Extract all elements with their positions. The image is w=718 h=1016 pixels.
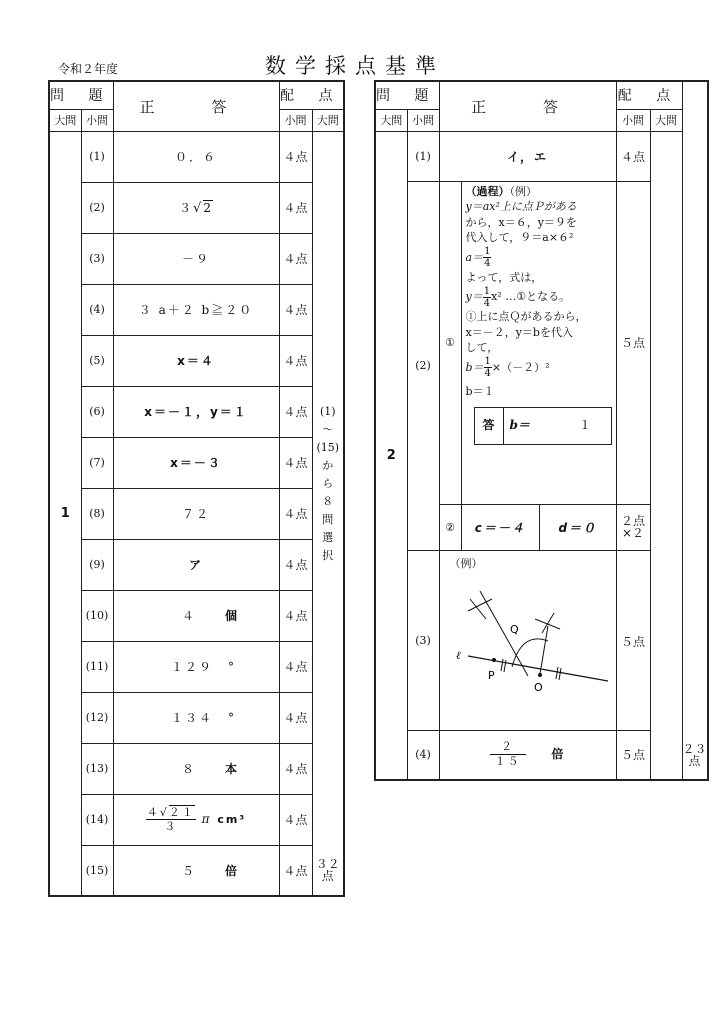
q1-ans-4: ３ a＋２ b≧２０ bbox=[113, 284, 279, 335]
proc-y-rest: x² …①となる。 bbox=[491, 290, 571, 304]
sel-3: か bbox=[322, 459, 334, 472]
q1-ans-6: x＝－１，y＝１ bbox=[113, 386, 279, 437]
q1-pt-11: ４点 bbox=[279, 641, 312, 692]
q1-sub-9: (9) bbox=[81, 539, 113, 590]
sel-4: ら bbox=[322, 477, 334, 490]
q1-total bbox=[312, 845, 344, 896]
q1-ans-14-pi: π bbox=[201, 812, 212, 826]
q2-ans-4-unit: 倍 bbox=[551, 747, 566, 762]
q2-col-mondai: 問 題 bbox=[375, 81, 439, 109]
proc-y-eq: y＝ bbox=[465, 290, 483, 304]
q1-ans-11-val: １２９ bbox=[170, 660, 213, 674]
label-p: P bbox=[487, 668, 495, 682]
point-p bbox=[492, 658, 496, 662]
q2-pt-4: ５点 bbox=[616, 730, 650, 780]
q2-col-haiten: 配 点 bbox=[616, 81, 682, 109]
q2-total-top bbox=[650, 131, 682, 780]
q1-total-unit: 点 bbox=[321, 869, 334, 883]
q2-ans-4 bbox=[439, 730, 616, 780]
col-haiten: 配 点 bbox=[279, 81, 344, 109]
q2-sub-1: (1) bbox=[407, 131, 439, 181]
q1-pt-15: ４点 bbox=[279, 845, 312, 896]
q1-sub-6: (6) bbox=[81, 386, 113, 437]
q1-pt-2: ４点 bbox=[279, 182, 312, 233]
q2-mark-i: ① bbox=[439, 181, 461, 504]
q1-ans-12 bbox=[113, 692, 279, 743]
col-mondai: 問 題 bbox=[49, 81, 113, 109]
col-seitou: 正 答 bbox=[113, 81, 279, 131]
q1-ans-14-num: ４√２１ bbox=[146, 806, 195, 819]
proc-line-1: から，x＝６，y＝９を bbox=[465, 215, 577, 229]
q2-table bbox=[374, 80, 709, 781]
q2-ans-4-frac bbox=[490, 740, 526, 769]
proc-frac-y bbox=[483, 286, 491, 309]
frac-b-den: 4 bbox=[484, 368, 491, 379]
page-title: 数学採点基準 bbox=[265, 54, 445, 78]
proc-frac-b bbox=[484, 356, 492, 379]
proc-line-3 bbox=[466, 246, 612, 270]
q1-ans-3: －９ bbox=[113, 233, 279, 284]
q1-ans-15-unit: 倍 bbox=[224, 863, 239, 878]
q1-sub-1: (1) bbox=[81, 131, 113, 182]
q1-ans-14 bbox=[113, 794, 279, 845]
answer-value: １ bbox=[578, 418, 591, 433]
tick-4 bbox=[559, 668, 561, 680]
tick-1 bbox=[501, 659, 503, 671]
q1-ans-9: ア bbox=[113, 539, 279, 590]
frac-a-den: 4 bbox=[484, 258, 491, 269]
q1-ans-12-unit: ° bbox=[228, 711, 236, 725]
q1-sub-7: (7) bbox=[81, 437, 113, 488]
q1-ans-14-frac bbox=[146, 806, 196, 833]
q1-pt-8: ４点 bbox=[279, 488, 312, 539]
proc-line-8: x＝－２，y＝bを代入 bbox=[465, 325, 573, 339]
frac-y-num: 1 bbox=[483, 285, 491, 297]
answer-label: 答 bbox=[482, 418, 495, 433]
answer-box bbox=[474, 407, 612, 445]
label-l: ℓ bbox=[455, 648, 461, 662]
label-q: Q bbox=[509, 622, 519, 636]
q1-ans-15 bbox=[113, 845, 279, 896]
bisector-line bbox=[480, 591, 528, 676]
construction-figure bbox=[440, 571, 608, 721]
tick-3 bbox=[556, 667, 558, 679]
proc-line-2: 代入して，９＝a×６² bbox=[465, 231, 574, 244]
q1-ans-10 bbox=[113, 590, 279, 641]
sel-8: 択 bbox=[322, 549, 334, 562]
perp-line bbox=[540, 626, 548, 674]
q2-ans-1: イ，エ bbox=[439, 131, 616, 181]
proc-frac-a bbox=[483, 246, 491, 269]
frac-a-num: 1 bbox=[484, 246, 491, 257]
proc-line-7: ①上に点Ｑがあるから， bbox=[465, 310, 587, 323]
q1-sub-10: (10) bbox=[81, 590, 113, 641]
q1-pt-3: ４点 bbox=[279, 233, 312, 284]
tick-2 bbox=[504, 660, 506, 672]
q1-sub-13: (13) bbox=[81, 743, 113, 794]
q2-ans-c: c＝－４ bbox=[461, 504, 540, 550]
q1-sub-2: (2) bbox=[81, 182, 113, 233]
q2-col-daimon-pt: 大問 bbox=[650, 109, 682, 131]
q1-number: 1 bbox=[49, 131, 81, 896]
q2-total-unit: 点 bbox=[688, 753, 701, 768]
q1-sub-4: (4) bbox=[81, 284, 113, 335]
q1-ans-15-val: ５ bbox=[181, 863, 196, 878]
sel-0: (1) bbox=[319, 405, 336, 418]
sel-2: (15) bbox=[316, 441, 340, 454]
q2-pt-2ii bbox=[616, 504, 650, 550]
q1-ans-13-unit: 本 bbox=[224, 762, 239, 776]
q1-pt-9: ４点 bbox=[279, 539, 312, 590]
era-label: 令和２年度 bbox=[58, 62, 119, 76]
sel-7: 選 bbox=[322, 531, 334, 544]
angle-arc bbox=[512, 638, 548, 666]
q1-total-num: ３２ bbox=[315, 857, 340, 871]
sel-1: ～ bbox=[322, 423, 334, 436]
q1-selection-note bbox=[312, 386, 344, 845]
q1-table bbox=[48, 80, 345, 897]
q2-ans-d: d＝０ bbox=[540, 504, 616, 550]
proc-line-9: して， bbox=[465, 341, 499, 354]
q1-total-top bbox=[312, 131, 344, 386]
q1-ans-7: x＝－３ bbox=[113, 437, 279, 488]
q2-pt-1: ４点 bbox=[616, 131, 650, 181]
q1-ans-2 bbox=[113, 182, 279, 233]
q2-col-shomon: 小問 bbox=[407, 109, 439, 131]
q1-pt-7: ４点 bbox=[279, 437, 312, 488]
q1-ans-14-radicand: ２１ bbox=[168, 806, 195, 819]
q1-pt-14: ４点 bbox=[279, 794, 312, 845]
q1-ans-14-coef: ４ bbox=[146, 806, 160, 819]
frac-b-num: 1 bbox=[484, 356, 491, 367]
q2-pt-2ii-b: ×２ bbox=[621, 526, 645, 540]
q2-sub-4: (4) bbox=[407, 730, 439, 780]
col-daimon-pt: 大問 bbox=[312, 109, 344, 131]
q1-sub-11: (11) bbox=[81, 641, 113, 692]
q1-pt-10: ４点 bbox=[279, 590, 312, 641]
proc-b-rest: ×（－２）² bbox=[491, 360, 550, 374]
frac-y-den: 4 bbox=[483, 297, 491, 309]
q1-ans-13-val: ８ bbox=[181, 762, 196, 776]
sel-5: ８ bbox=[322, 495, 334, 508]
q2-pt-3: ５点 bbox=[616, 550, 650, 730]
q1-sub-5: (5) bbox=[81, 335, 113, 386]
col-daimon: 大問 bbox=[49, 109, 81, 131]
q1-pt-13: ４点 bbox=[279, 743, 312, 794]
process-label: （過程） bbox=[465, 184, 510, 198]
q2-pt-2ii-a: ２点 bbox=[620, 514, 645, 528]
process-example: （例） bbox=[509, 184, 537, 198]
q2-number: 2 bbox=[375, 131, 407, 780]
q1-pt-6: ４点 bbox=[279, 386, 312, 437]
q2-col-seitou: 正 答 bbox=[439, 81, 616, 131]
q1-ans-1: ０．６ bbox=[113, 131, 279, 182]
q1-ans-14-unit: cm³ bbox=[217, 813, 247, 826]
q1-ans-14-den: ３ bbox=[164, 820, 178, 833]
col-shomon-pt: 小問 bbox=[279, 109, 312, 131]
q2-mark-ii: ② bbox=[439, 504, 461, 550]
q1-pt-4: ４点 bbox=[279, 284, 312, 335]
q2-total bbox=[682, 730, 708, 780]
q1-sub-3: (3) bbox=[81, 233, 113, 284]
q1-ans-8: ７２ bbox=[113, 488, 279, 539]
q2-sub-3: (3) bbox=[407, 550, 439, 730]
q1-pt-1: ４点 bbox=[279, 131, 312, 182]
q2-ans-4-den: １５ bbox=[494, 755, 521, 769]
q1-ans-5: x＝４ bbox=[113, 335, 279, 386]
q1-ans-2-coef: ３ bbox=[179, 201, 194, 215]
proc-a-eq: a＝ bbox=[465, 250, 484, 264]
proc-line-4: よって，式は， bbox=[465, 270, 543, 284]
q1-ans-2-radicand: 2 bbox=[203, 201, 213, 215]
q2-construction bbox=[439, 550, 616, 730]
q2-process bbox=[461, 181, 616, 504]
proc-line-5 bbox=[466, 285, 612, 309]
q1-sub-12: (12) bbox=[81, 692, 113, 743]
q1-ans-11-unit: ° bbox=[228, 660, 236, 674]
proc-line-0: y＝ax²上に点Ｐがある bbox=[465, 200, 577, 213]
q2-col-shomon-pt: 小問 bbox=[616, 109, 650, 131]
q1-ans-10-val: ４ bbox=[181, 609, 196, 623]
q1-ans-12-val: １３４ bbox=[170, 711, 213, 725]
q1-ans-11 bbox=[113, 641, 279, 692]
answer-lhs: b＝ bbox=[503, 408, 560, 444]
q1-ans-10-unit: 個 bbox=[224, 609, 239, 623]
q1-sub-14: (14) bbox=[81, 794, 113, 845]
label-o: O bbox=[533, 680, 543, 694]
proc-line-10 bbox=[466, 356, 612, 380]
q1-ans-13 bbox=[113, 743, 279, 794]
q2-total-num: ２３ bbox=[682, 741, 707, 756]
q1-pt-5: ４点 bbox=[279, 335, 312, 386]
col-shomon: 小問 bbox=[81, 109, 113, 131]
q1-sub-15: (15) bbox=[81, 845, 113, 896]
sel-6: 問 bbox=[322, 513, 334, 526]
sqrt-sign: √ bbox=[193, 201, 204, 216]
q1-sub-8: (8) bbox=[81, 488, 113, 539]
construction-example: （例） bbox=[449, 556, 483, 570]
q2-pt-2i: ５点 bbox=[616, 181, 650, 504]
point-o bbox=[538, 673, 542, 677]
proc-b-eq: b＝ bbox=[465, 360, 484, 374]
q2-sub-2: (2) bbox=[407, 181, 439, 550]
proc-line-12: b＝１ bbox=[465, 384, 495, 398]
q1-pt-12: ４点 bbox=[279, 692, 312, 743]
q2-ans-4-num: ２ bbox=[490, 740, 526, 755]
q2-col-daimon: 大問 bbox=[375, 109, 407, 131]
